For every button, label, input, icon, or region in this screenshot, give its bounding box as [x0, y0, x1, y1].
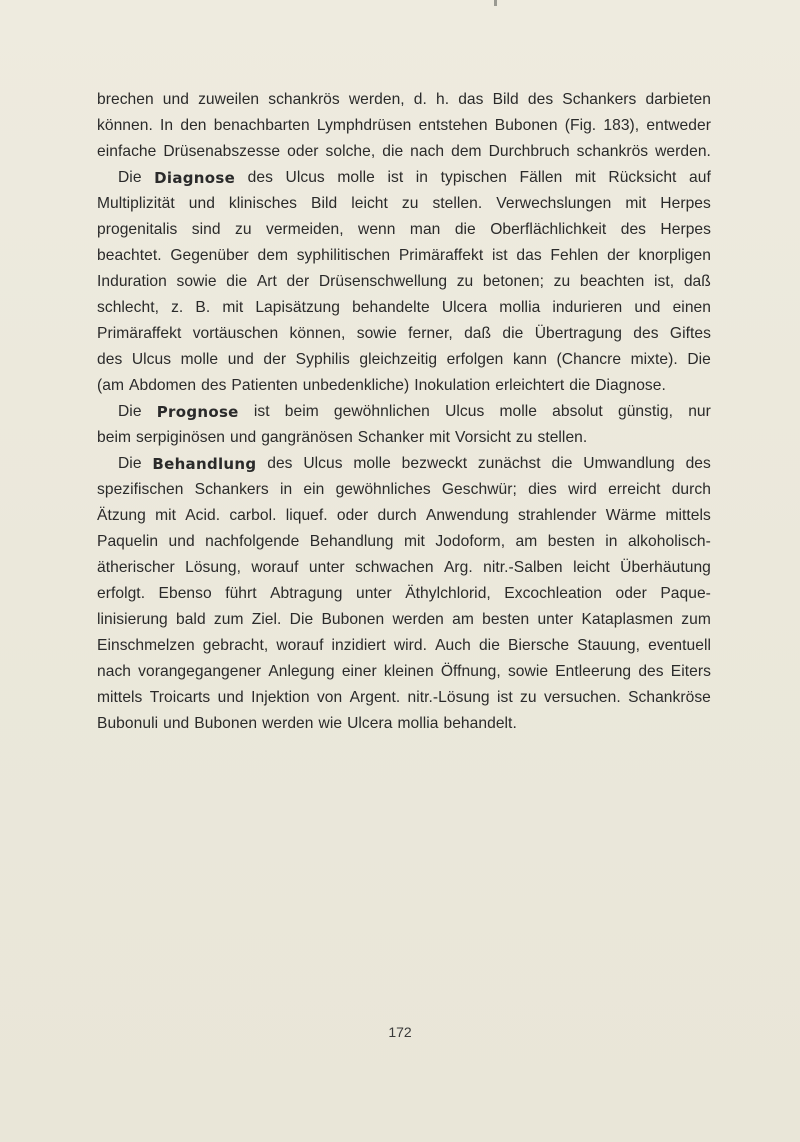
- word: erfolgen: [446, 351, 504, 368]
- emphasized-term: Prognose: [156, 403, 239, 421]
- text-line: [97, 503, 711, 529]
- word: Behandlung: [309, 533, 394, 550]
- top-edge-mark: [494, 0, 497, 6]
- word: Lymphdrüsen: [316, 117, 412, 134]
- word: und: [227, 351, 254, 368]
- word: leicht: [573, 559, 610, 576]
- word: Vorsicht: [455, 429, 511, 446]
- word: besten: [547, 533, 595, 550]
- word: vermeiden,: [265, 221, 344, 238]
- word: die: [569, 377, 591, 394]
- word: des: [620, 221, 647, 238]
- text-line: [97, 113, 711, 139]
- word: syphilitischen: [296, 247, 391, 264]
- word: werden.: [655, 143, 711, 160]
- word: Bubonen: [321, 611, 385, 628]
- word: sind: [191, 221, 221, 238]
- word: entstehen: [418, 117, 488, 134]
- word: unter: [537, 611, 574, 628]
- word: einer: [341, 663, 377, 680]
- word: (am: [97, 377, 125, 394]
- word: Öffnung,: [440, 663, 501, 680]
- word: des: [685, 455, 711, 472]
- word: Ebenso: [158, 585, 212, 602]
- word: Kataplasmen: [581, 611, 674, 628]
- word: Die: [289, 611, 314, 628]
- word: bald: [175, 611, 206, 628]
- word: mit: [429, 429, 451, 446]
- word: Diagnose.: [595, 377, 666, 394]
- text-line: [97, 295, 711, 321]
- word: Oberflächlichkeit: [490, 221, 607, 238]
- word: Inokulation: [414, 377, 491, 394]
- word: Paque-: [660, 585, 711, 602]
- word: Schanker: [357, 429, 425, 446]
- word: einen: [672, 299, 711, 316]
- text-line: [97, 633, 711, 659]
- text-line: [97, 477, 711, 503]
- word: des: [97, 351, 123, 368]
- word: oder: [336, 507, 369, 524]
- word: mixte).: [630, 351, 678, 368]
- word: Patienten: [231, 377, 298, 394]
- word: Gegenüber: [170, 247, 249, 264]
- word: zu: [553, 273, 571, 290]
- word: Äthylchlorid,: [405, 585, 491, 602]
- word: Überhäutung: [620, 559, 711, 576]
- word: Schankers: [562, 91, 637, 108]
- word: Lösung,: [185, 559, 241, 576]
- word: beachten: [579, 273, 645, 290]
- word: Lapisätzung: [255, 299, 340, 316]
- word: können.: [97, 117, 153, 134]
- word: und: [634, 299, 661, 316]
- word: gebracht,: [202, 637, 269, 654]
- word: Die: [687, 351, 711, 368]
- text-line: [97, 399, 711, 425]
- word: Umwandlung: [583, 455, 675, 472]
- text-line: [97, 269, 711, 295]
- word: entweder: [646, 117, 711, 134]
- word: Acid.: [185, 507, 221, 524]
- word: die: [454, 221, 476, 238]
- word: Schankers: [194, 481, 269, 498]
- word: benachbarten: [213, 117, 310, 134]
- word: man: [409, 221, 441, 238]
- word: gangränösen: [261, 429, 353, 446]
- word: günstig,: [617, 403, 674, 420]
- text-line: [97, 139, 711, 165]
- word: d.: [413, 91, 427, 108]
- word: mit: [625, 195, 647, 212]
- word: Entleerung: [555, 663, 632, 680]
- word: Fällen: [519, 169, 563, 186]
- word: und: [162, 91, 189, 108]
- word: Primäraffekt: [97, 325, 182, 342]
- word: Jodoform,: [435, 533, 506, 550]
- word: nach: [97, 663, 132, 680]
- text-line: [97, 451, 711, 477]
- word: von: [316, 689, 343, 706]
- word: besten: [482, 611, 530, 628]
- word: progenitalis: [97, 221, 178, 238]
- text-line: [97, 87, 711, 113]
- text-line: [97, 243, 711, 269]
- word: ferner,: [408, 325, 453, 342]
- word: ist: [387, 169, 404, 186]
- word: des: [633, 325, 659, 342]
- word: den: [180, 117, 207, 134]
- word: behandelt.: [443, 715, 517, 732]
- word: werden,: [348, 91, 405, 108]
- word: knorpligen: [638, 247, 711, 264]
- word: sowie: [176, 273, 217, 290]
- word: Ziel.: [251, 611, 282, 628]
- word: mollia: [397, 715, 439, 732]
- word: zum: [681, 611, 711, 628]
- word: Ulcus: [303, 455, 343, 472]
- word: kann: [512, 351, 547, 368]
- word: (Chancre: [556, 351, 622, 368]
- word: mit: [574, 169, 596, 186]
- word: wenn: [358, 221, 396, 238]
- word: zunächst: [477, 455, 541, 472]
- word: schankrös: [576, 143, 649, 160]
- word: und: [188, 195, 215, 212]
- text-line: [97, 529, 711, 555]
- word: mit: [222, 299, 244, 316]
- word: und: [163, 715, 190, 732]
- word: Übertragung: [534, 325, 622, 342]
- word: Verwechslungen: [496, 195, 612, 212]
- word: in: [279, 481, 293, 498]
- word: Bild: [492, 91, 519, 108]
- word: daß: [683, 273, 711, 290]
- word: Bubonuli: [97, 715, 159, 732]
- text-line: [97, 659, 711, 685]
- word: gleichzeitig: [359, 351, 438, 368]
- word: und: [217, 689, 244, 706]
- word: zu: [515, 429, 533, 446]
- word: oder: [615, 585, 647, 602]
- word: unter: [308, 559, 345, 576]
- word: schlecht,: [97, 299, 159, 316]
- word: durch: [671, 481, 711, 498]
- word: Giftes: [669, 325, 711, 342]
- text-line: [97, 165, 711, 191]
- word: am: [452, 611, 474, 628]
- word: nach: [410, 143, 445, 160]
- word: Schankröse: [628, 689, 711, 706]
- word: 183),: [603, 117, 640, 134]
- body-text: [97, 87, 711, 737]
- text-line: [97, 555, 711, 581]
- word: daß: [464, 325, 492, 342]
- word: Bubonen: [494, 117, 558, 134]
- emphasized-term: Behandlung: [152, 455, 257, 473]
- word: Stauung,: [577, 637, 641, 654]
- word: Paquelin: [97, 533, 159, 550]
- word: Geschwür;: [441, 481, 517, 498]
- word: auf: [689, 169, 711, 186]
- word: linisierung: [97, 611, 168, 628]
- word: die: [382, 143, 404, 160]
- word: worauf: [276, 637, 324, 654]
- word: (Fig.: [564, 117, 597, 134]
- word: werden: [262, 715, 314, 732]
- word: B.: [195, 299, 211, 316]
- word: des: [638, 663, 664, 680]
- word: zuweilen: [198, 91, 260, 108]
- word: dem: [451, 143, 482, 160]
- word: Anwendung: [425, 507, 509, 524]
- word: Ätzung: [97, 507, 146, 524]
- word: h.: [435, 91, 450, 108]
- word: Biersche: [508, 637, 570, 654]
- word: beachtet.: [97, 247, 162, 264]
- word: indurieren: [552, 299, 623, 316]
- word: erleichtert: [495, 377, 565, 394]
- word: Abtragung: [270, 585, 343, 602]
- word: ist: [491, 247, 508, 264]
- word: die: [226, 273, 248, 290]
- word: Syphilis: [295, 351, 350, 368]
- word: in: [605, 533, 618, 550]
- word: unbedenkliche): [302, 377, 410, 394]
- word: beim: [97, 429, 131, 446]
- word: Rücksicht: [608, 169, 677, 186]
- word: betonen;: [482, 273, 545, 290]
- word: zum: [213, 611, 244, 628]
- word: vorangegangener: [138, 663, 262, 680]
- word: das: [516, 247, 542, 264]
- word: vortäuschen: [192, 325, 279, 342]
- word: Fehlen: [550, 247, 599, 264]
- word: typischen: [440, 169, 507, 186]
- word: kleinen: [383, 663, 434, 680]
- word: die: [502, 325, 524, 342]
- word: oder: [287, 143, 319, 160]
- word: beim: [284, 403, 319, 420]
- text-line: [97, 711, 711, 737]
- word: schankrös: [268, 91, 340, 108]
- word: absolut: [552, 403, 603, 420]
- word: brechen: [97, 91, 154, 108]
- word: des: [527, 91, 554, 108]
- word: inzidiert: [331, 637, 386, 654]
- word: serpiginösen: [136, 429, 226, 446]
- word: molle: [180, 351, 219, 368]
- word: mittels: [97, 689, 143, 706]
- word: dem: [257, 247, 288, 264]
- word: Ulcus: [285, 169, 325, 186]
- word: und: [168, 533, 195, 550]
- word: stellen.: [537, 429, 588, 446]
- word: ist: [496, 689, 513, 706]
- word: Ulcus: [445, 403, 485, 420]
- word: Troicarts: [149, 689, 211, 706]
- emphasized-term: Diagnose: [154, 169, 236, 187]
- word: Herpes: [660, 221, 711, 238]
- page-number: 172: [388, 1024, 412, 1040]
- word: der: [286, 273, 310, 290]
- word: Abdomen: [129, 377, 197, 394]
- word: die: [478, 637, 500, 654]
- word: am: [515, 533, 538, 550]
- word: mit: [403, 533, 425, 550]
- word: des: [201, 377, 227, 394]
- word: klinisches: [228, 195, 298, 212]
- word: ist,: [654, 273, 675, 290]
- word: Injektion: [251, 689, 310, 706]
- text-line: [97, 217, 711, 243]
- text-line: [97, 581, 711, 607]
- word: In: [160, 117, 174, 134]
- word: und: [230, 429, 257, 446]
- word: sowie: [507, 663, 549, 680]
- word: behandelte: [352, 299, 430, 316]
- word: Ulcera: [347, 715, 393, 732]
- word: carbol.: [229, 507, 277, 524]
- word: molle: [499, 403, 537, 420]
- word: erreicht: [608, 481, 661, 498]
- word: Anlegung: [268, 663, 335, 680]
- text-line: [97, 607, 711, 633]
- word: alkoholisch-: [627, 533, 711, 550]
- word: mit: [155, 507, 176, 524]
- word: nur: [688, 403, 711, 420]
- word: sowie: [356, 325, 397, 342]
- word: erfolgt.: [97, 585, 146, 602]
- word: molle: [337, 169, 375, 186]
- word: leicht: [351, 195, 388, 212]
- word: ein: [303, 481, 325, 498]
- text-line: [97, 685, 711, 711]
- word: darbieten: [645, 91, 711, 108]
- word: nachfolgende: [205, 533, 300, 550]
- word: Induration: [97, 273, 167, 290]
- word: der: [607, 247, 630, 264]
- word: Bild: [311, 195, 338, 212]
- word: eventuell: [648, 637, 711, 654]
- word: zu: [234, 221, 252, 238]
- word: Bubonen: [194, 715, 258, 732]
- word: einfache: [97, 143, 157, 160]
- word: Ulcus: [131, 351, 172, 368]
- word: mittels: [665, 507, 711, 524]
- text-line: [97, 425, 711, 451]
- word: wird: [568, 481, 597, 498]
- word: durch: [377, 507, 417, 524]
- word: gewöhnlichen: [333, 403, 430, 420]
- word: molle: [353, 455, 391, 472]
- word: Die: [118, 169, 142, 186]
- word: dies: [528, 481, 557, 498]
- word: schwachen: [355, 559, 434, 576]
- word: Multiplizität: [97, 195, 175, 212]
- word: Argent.: [349, 689, 401, 706]
- word: liquef.: [285, 507, 328, 524]
- word: können,: [289, 325, 346, 342]
- word: Primäraffekt: [398, 247, 484, 264]
- text-line: [97, 373, 711, 399]
- word: Excochleation: [504, 585, 603, 602]
- word: unter: [355, 585, 392, 602]
- word: Arg.: [443, 559, 473, 576]
- word: Drüsenabszesse: [163, 143, 281, 160]
- text-line: [97, 347, 711, 373]
- word: Art: [256, 273, 277, 290]
- word: des: [267, 455, 293, 472]
- word: wird.: [393, 637, 428, 654]
- word: Herpes: [660, 195, 711, 212]
- word: die: [551, 455, 573, 472]
- word: worauf: [251, 559, 299, 576]
- word: zu: [401, 195, 419, 212]
- word: Eiters: [670, 663, 711, 680]
- word: zu: [520, 689, 537, 706]
- word: nitr.-Salben: [483, 559, 563, 576]
- word: zu: [456, 273, 474, 290]
- word: Drüsenschwellung: [318, 273, 448, 290]
- word: Wärme: [605, 507, 657, 524]
- word: ätherischer: [97, 559, 175, 576]
- word: gewöhnliches: [335, 481, 431, 498]
- word: versuchen.: [543, 689, 621, 706]
- word: wie: [318, 715, 343, 732]
- word: Ulcera: [441, 299, 488, 316]
- word: Durchbruch: [488, 143, 570, 160]
- word: der: [263, 351, 287, 368]
- word: strahlender: [517, 507, 597, 524]
- word: das: [458, 91, 484, 108]
- text-line: [97, 321, 711, 347]
- word: ist: [253, 403, 270, 420]
- word: stellen.: [432, 195, 483, 212]
- word: nitr.-Lösung: [407, 689, 490, 706]
- word: mollia: [499, 299, 541, 316]
- word: solche,: [325, 143, 376, 160]
- word: Die: [118, 455, 142, 472]
- word: spezifischen: [97, 481, 184, 498]
- text-line: [97, 191, 711, 217]
- word: z.: [171, 299, 184, 316]
- word: des: [247, 169, 273, 186]
- word: bezweckt: [401, 455, 468, 472]
- word: Die: [118, 403, 142, 420]
- word: in: [415, 169, 429, 186]
- word: Einschmelzen: [97, 637, 195, 654]
- word: Auch: [435, 637, 471, 654]
- word: führt: [225, 585, 257, 602]
- word: werden: [392, 611, 444, 628]
